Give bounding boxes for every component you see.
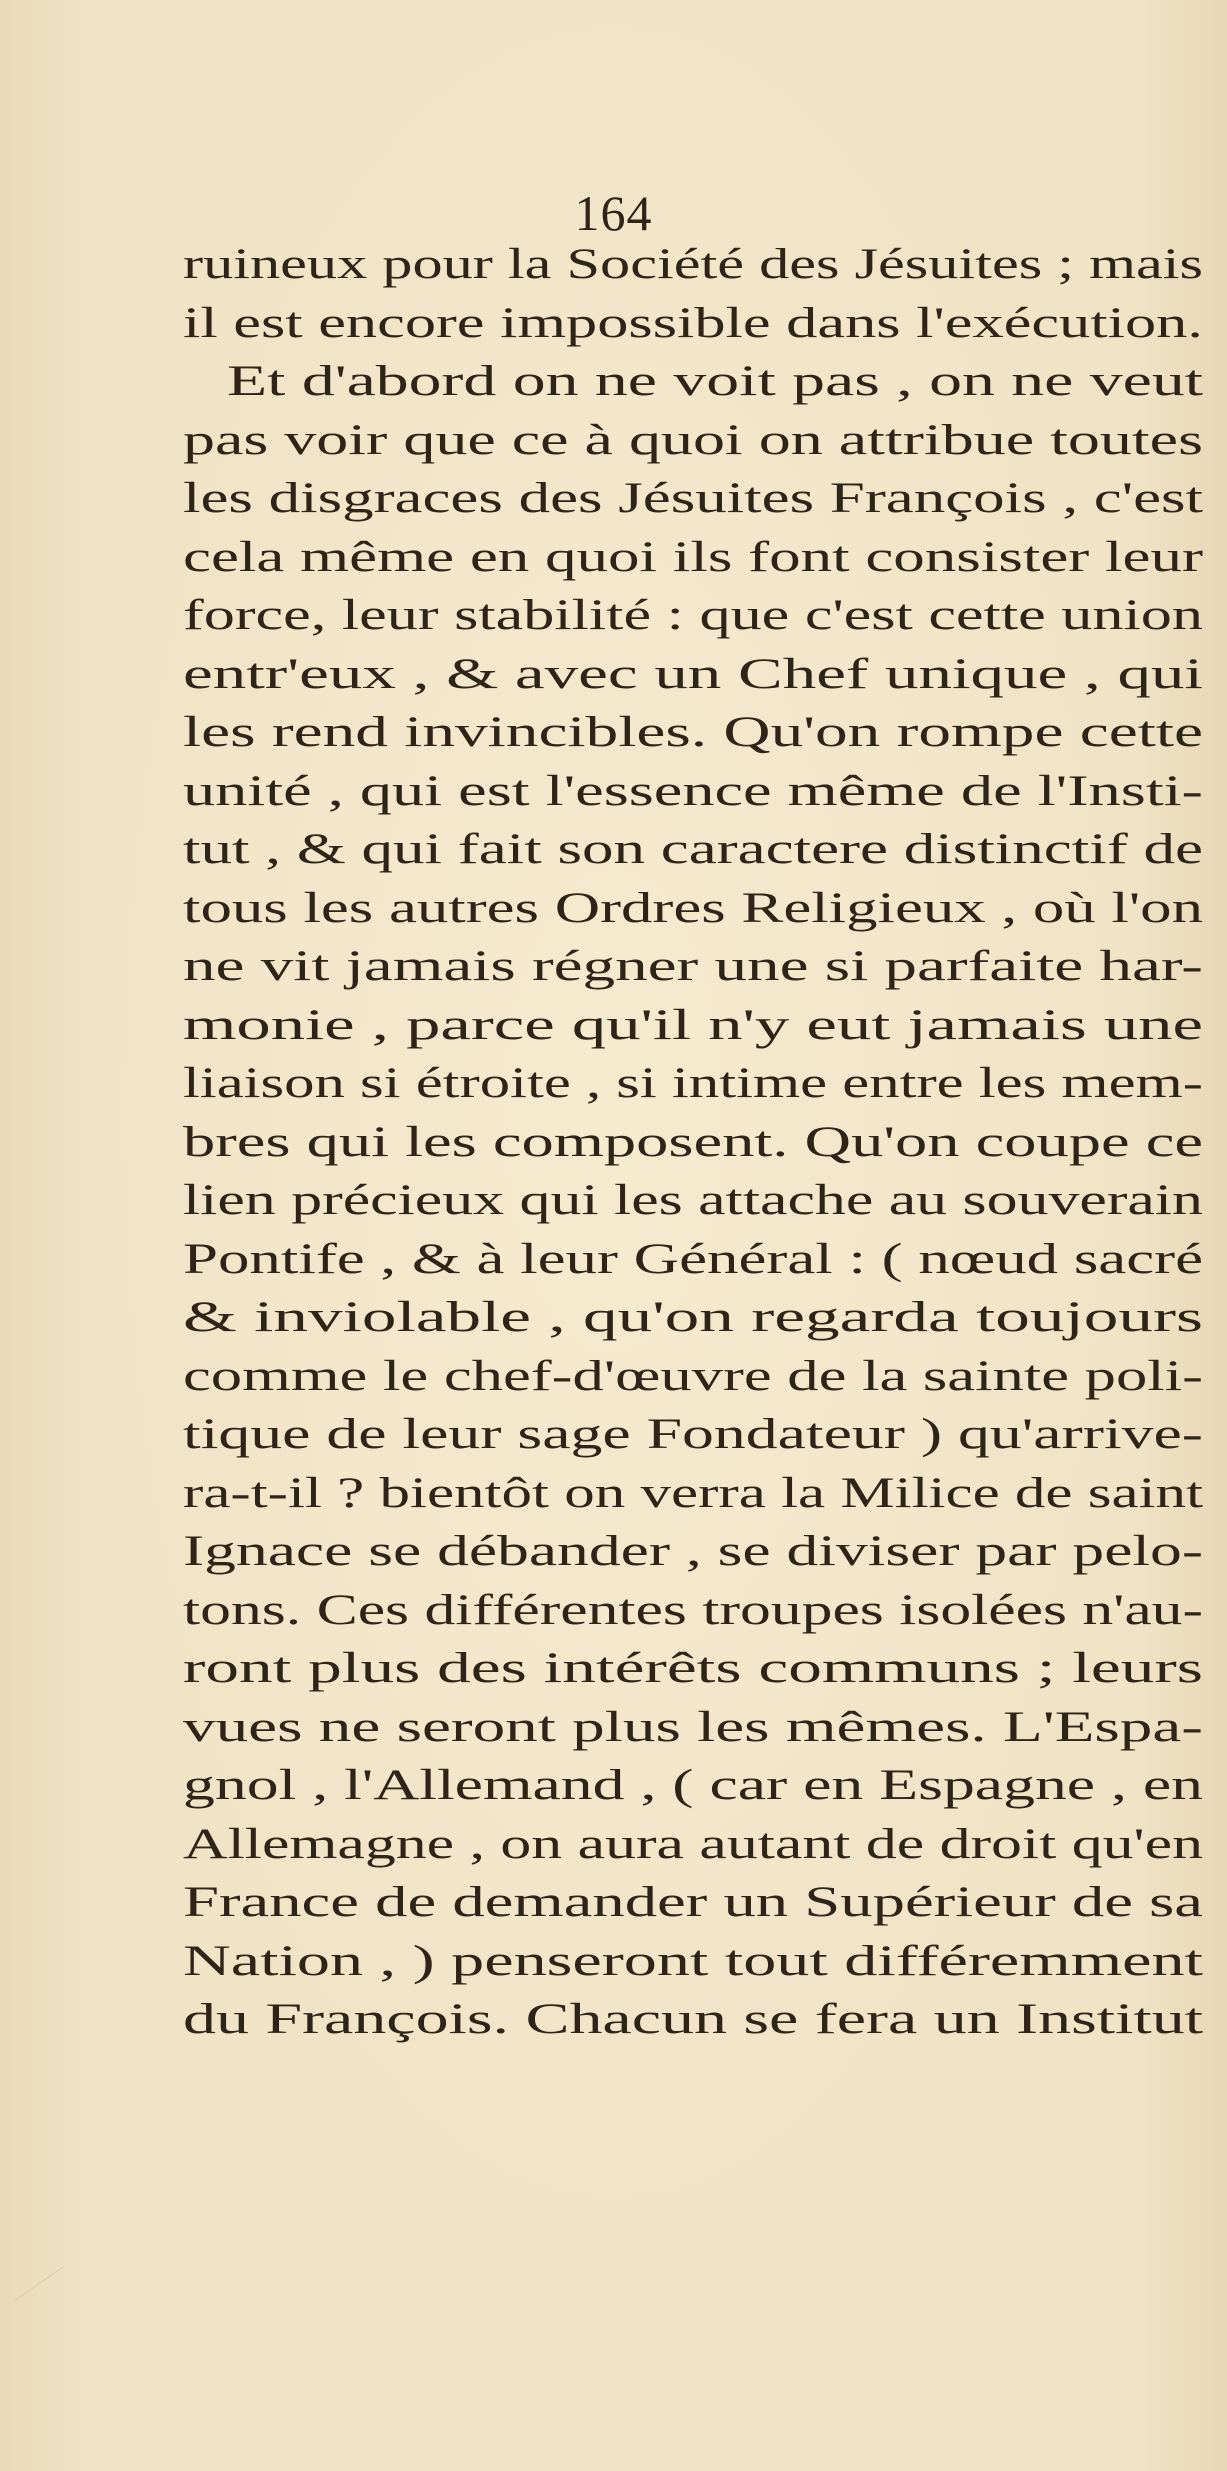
paper-mark (14, 2267, 87, 2335)
text-line-3: Et d'abord on ne voit pas , on ne veut (227, 358, 1203, 405)
text-line-5: les disgraces des Jésuites François , c'est (183, 475, 1204, 522)
text-line-22: ra-t-il ? bientôt on verra la Milice de saint (183, 1469, 1204, 1517)
text-line-10: unité , qui est l'essence même de l'Insti- (183, 767, 1203, 815)
text-line-20: comme le chef-d'œuvre de la sainte poli- (183, 1352, 1203, 1400)
text-line-2: il est encore impossible dans l'exécution. (183, 299, 1203, 347)
text-line-26: vues ne seront plus les mêmes. L'Espa- (183, 1703, 1203, 1751)
text-line-14: monie , parce qu'il n'y eut jamais une (183, 1001, 1203, 1049)
text-line-6: cela même en quoi ils font consister leur (183, 533, 1204, 581)
text-line-27: gnol , l'Allemand , ( car en Espagne , en (183, 1762, 1204, 1809)
text-line-24: tons. Ces différentes troupes isolées n'au- (183, 1586, 1204, 1634)
text-line-15: liaison si étroite , si intime entre les mem- (183, 1060, 1204, 1107)
text-line-4: pas voir que ce à quoi on attribue toutes (183, 416, 1203, 464)
text-line-31: du François. Chacun se fera un Institut (183, 1996, 1204, 2043)
text-line-16: bres qui les composent. Qu'on coupe ce (183, 1118, 1204, 1166)
text-line-13: ne vit jamais régner une si parfaite har- (183, 943, 1203, 990)
text-line-8: entr'eux , & avec un Chef unique , qui (183, 650, 1204, 698)
text-line-18: Pontife , & à leur Général : ( nœud sacré (183, 1235, 1204, 1283)
text-line-7: force, leur stabilité : que c'est cette union (183, 592, 1203, 639)
text-line-19: & inviolable , qu'on regarda toujours (183, 1294, 1203, 1341)
text-line-25: ront plus des intérêts communs ; leurs (183, 1645, 1203, 1692)
page-number: 164 (574, 185, 653, 241)
body-text (183, 236, 1203, 2050)
text-line-29: France de demander un Supérieur de sa (183, 1879, 1203, 1926)
text-line-23: Ignace se débander , se diviser par pelo- (183, 1528, 1204, 1575)
text-line-21: tique de leur sage Fondateur ) qu'arrive- (183, 1411, 1204, 1458)
text-line-1: ruineux pour la Société des Jésuites ; mais (183, 241, 1203, 288)
text-line-12: tous les autres Ordres Religieux , où l'on (183, 884, 1204, 932)
text-line-11: tut , & qui fait son caractere distinctif de (183, 826, 1203, 873)
text-line-17: lien précieux qui les attache au souverain (183, 1177, 1203, 1224)
text-line-28: Allemagne , on aura autant de droit qu'en (183, 1820, 1203, 1868)
text-line-9: les rend invincibles. Qu'on rompe cette (183, 709, 1204, 756)
text-line-30: Nation , ) penseront tout différemment (183, 1937, 1203, 1985)
